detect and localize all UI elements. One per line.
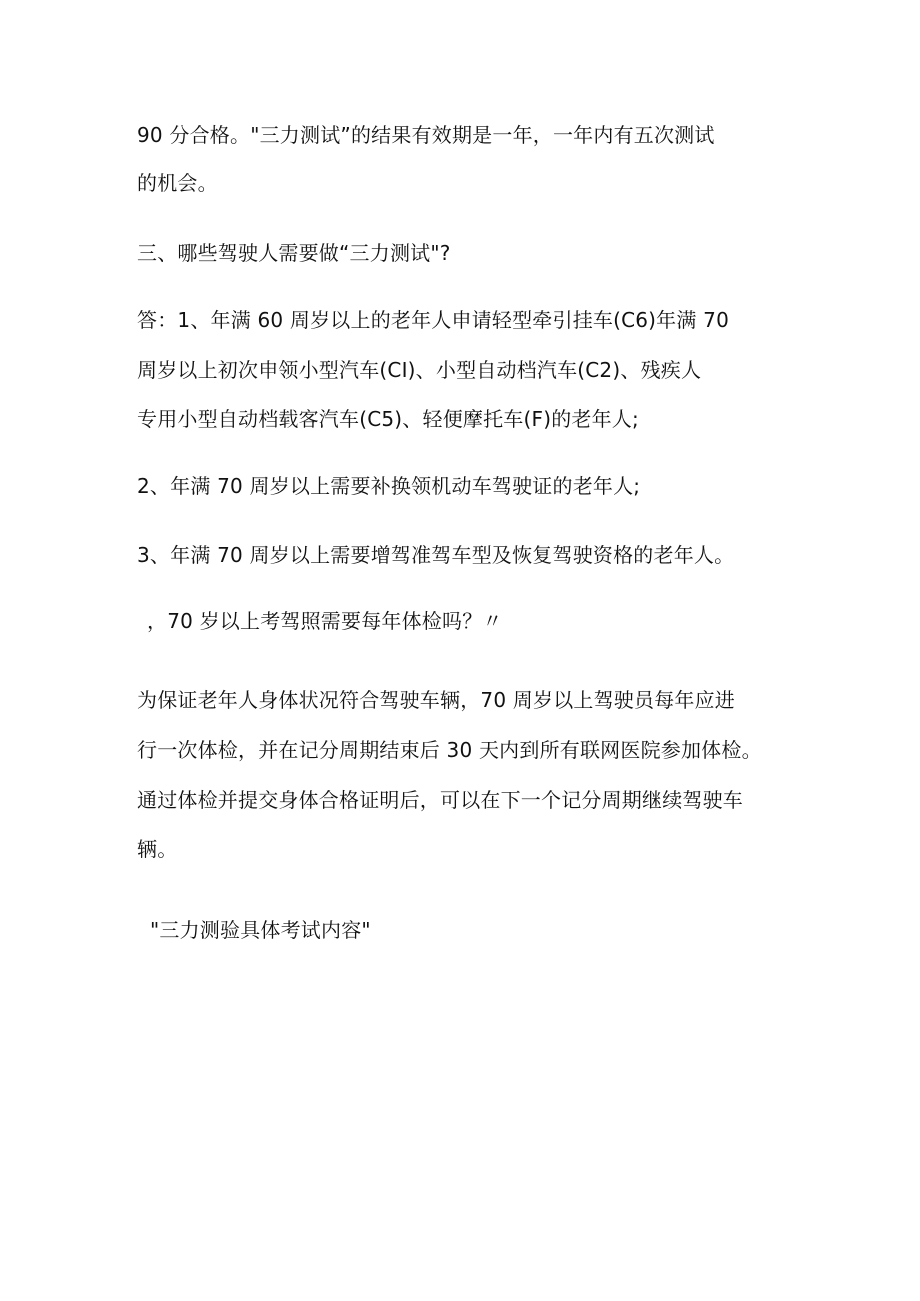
checkup-paragraph-line-2: 行一次体检，并在记分周期结束后 30 天内到所有联网医院参加体检。: [137, 738, 762, 762]
answer-item-3: 3、年满 70 周岁以上需要增驾准驾车型及恢复驾驶资格的老年人。: [137, 543, 735, 567]
answer-item-2: 2、年满 70 周岁以上需要补换领机动车驾驶证的老年人;: [137, 474, 641, 498]
question-annual-checkup: ，70 岁以上考驾照需要每年体检吗？〃: [147, 609, 503, 633]
section-heading-who-needs-test: 三、哪些驾驶人需要做“三力测试"?: [137, 241, 451, 265]
section-heading-test-content: "三力测验具体考试内容": [150, 918, 371, 942]
checkup-paragraph-line-1: 为保证老年人身体状况符合驾驶车辆，70 周岁以上驾驶员每年应进: [137, 688, 736, 712]
checkup-paragraph-line-4: 辆。: [137, 837, 178, 861]
answer-line-2: 周岁以上初次申领小型汽车(CI)、小型自动档汽车(C2)、残疾人: [137, 358, 702, 382]
paragraph-line-2: 的机会。: [137, 171, 218, 195]
answer-line-3: 专用小型自动档载客汽车(C5)、轻便摩托车(F)的老年人;: [137, 407, 639, 431]
answer-line-1: 答：1、年满 60 周岁以上的老年人申请轻型牵引挂车(C6)年满 70: [137, 308, 729, 332]
paragraph-line-1: 90 分合格。"三力测试”的结果有效期是一年，一年内有五次测试: [137, 123, 715, 147]
checkup-paragraph-line-3: 通过体检并提交身体合格证明后，可以在下一个记分周期继续驾驶车: [137, 788, 743, 812]
